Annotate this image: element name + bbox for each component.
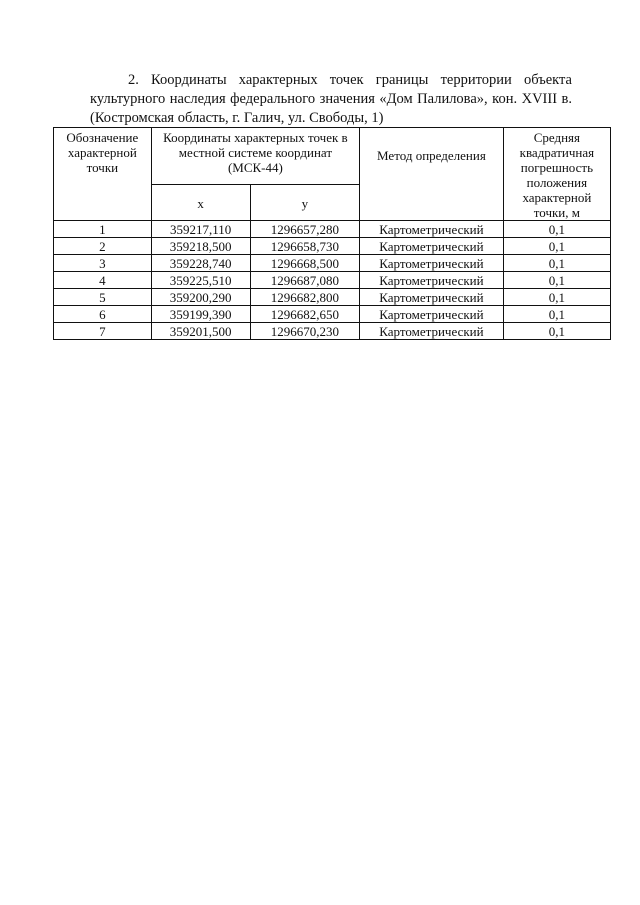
cell-point: 6: [54, 306, 152, 323]
cell-point: 4: [54, 272, 152, 289]
cell-x: 359201,500: [151, 323, 250, 340]
table-row: [54, 221, 611, 238]
cell-point: 3: [54, 255, 152, 272]
header-point: Обозначение характерной точки: [54, 128, 152, 221]
cell-error: 0,1: [503, 221, 610, 238]
cell-point: 7: [54, 323, 152, 340]
table-row: [54, 289, 611, 306]
cell-error: 0,1: [503, 306, 610, 323]
cell-method: Картометрический: [360, 238, 504, 255]
table-body: [54, 221, 611, 340]
cell-y: 1296670,230: [250, 323, 360, 340]
cell-error: 0,1: [503, 289, 610, 306]
cell-x: 359200,290: [151, 289, 250, 306]
table-row: [54, 255, 611, 272]
cell-method: Картометрический: [360, 221, 504, 238]
cell-x: 359199,390: [151, 306, 250, 323]
header-y: y: [250, 185, 360, 221]
cell-error: 0,1: [503, 255, 610, 272]
header-error: Средняя квадратичная погрешность положения характерной точки, м: [503, 128, 610, 221]
table-row: [54, 272, 611, 289]
cell-y: 1296682,650: [250, 306, 360, 323]
cell-x: 359217,110: [151, 221, 250, 238]
header-method: Метод определения: [360, 128, 504, 221]
header-x: x: [151, 185, 250, 221]
cell-y: 1296658,730: [250, 238, 360, 255]
table-row: [54, 323, 611, 340]
table-row: [54, 238, 611, 255]
section-heading: [90, 71, 572, 128]
cell-y: 1296687,080: [250, 272, 360, 289]
cell-method: Картометрический: [360, 323, 504, 340]
cell-error: 0,1: [503, 238, 610, 255]
section-heading-text: 2. Координаты характерных точек границы территории объекта культурного наследия федерального значения «Дом Палилова», кон. XVIII в. (Костромская область, г. Галич, ул. Свободы, 1): [90, 71, 572, 126]
cell-method: Картометрический: [360, 306, 504, 323]
cell-method: Картометрический: [360, 272, 504, 289]
cell-point: 1: [54, 221, 152, 238]
cell-method: Картометрический: [360, 255, 504, 272]
cell-method: Картометрический: [360, 289, 504, 306]
cell-y: 1296682,800: [250, 289, 360, 306]
cell-point: 5: [54, 289, 152, 306]
cell-y: 1296668,500: [250, 255, 360, 272]
coordinates-table: [53, 127, 611, 340]
header-coords: Координаты характерных точек в местной системе координат (МСК-44): [151, 128, 359, 185]
cell-x: 359218,500: [151, 238, 250, 255]
cell-error: 0,1: [503, 323, 610, 340]
cell-y: 1296657,280: [250, 221, 360, 238]
cell-error: 0,1: [503, 272, 610, 289]
cell-x: 359228,740: [151, 255, 250, 272]
table-row: [54, 306, 611, 323]
table-header: [54, 128, 611, 221]
cell-x: 359225,510: [151, 272, 250, 289]
cell-point: 2: [54, 238, 152, 255]
